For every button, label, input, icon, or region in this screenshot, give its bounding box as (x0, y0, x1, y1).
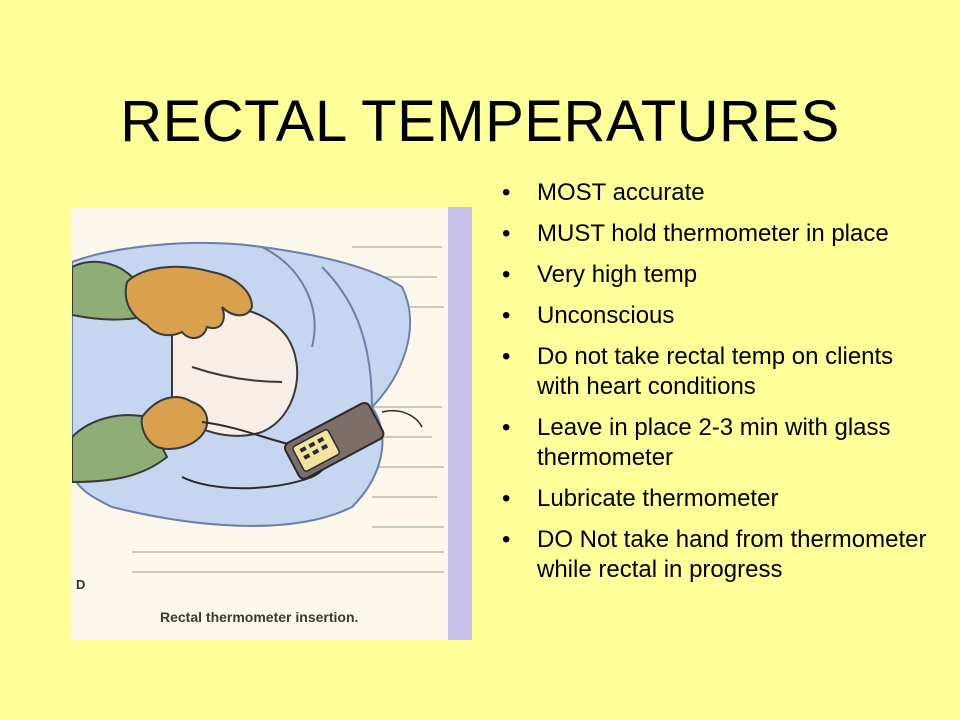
bullet-item: • MUST hold thermometer in place (495, 219, 935, 249)
rectal-thermometer-illustration (72, 207, 448, 640)
bullet-list (495, 178, 935, 596)
bullet-item: • Do not take rectal temp on clients with heart conditions (495, 342, 935, 402)
bullet-item: • Lubricate thermometer (495, 484, 935, 514)
slide-title: RECTAL TEMPERATURES (120, 89, 840, 154)
bullet-item: • DO Not take hand from thermometer while rectal in progress (495, 525, 935, 585)
bullet-item: • Unconscious (495, 301, 935, 331)
figure-panel-letter: D (76, 577, 86, 592)
bullet-item: • Leave in place 2-3 min with glass thermometer (495, 413, 935, 473)
bullet-item: • MOST accurate (495, 178, 935, 208)
bullet-item: • Very high temp (495, 260, 935, 290)
illustration-side-strip (448, 207, 472, 640)
figure-caption: Rectal thermometer insertion. (160, 609, 359, 625)
